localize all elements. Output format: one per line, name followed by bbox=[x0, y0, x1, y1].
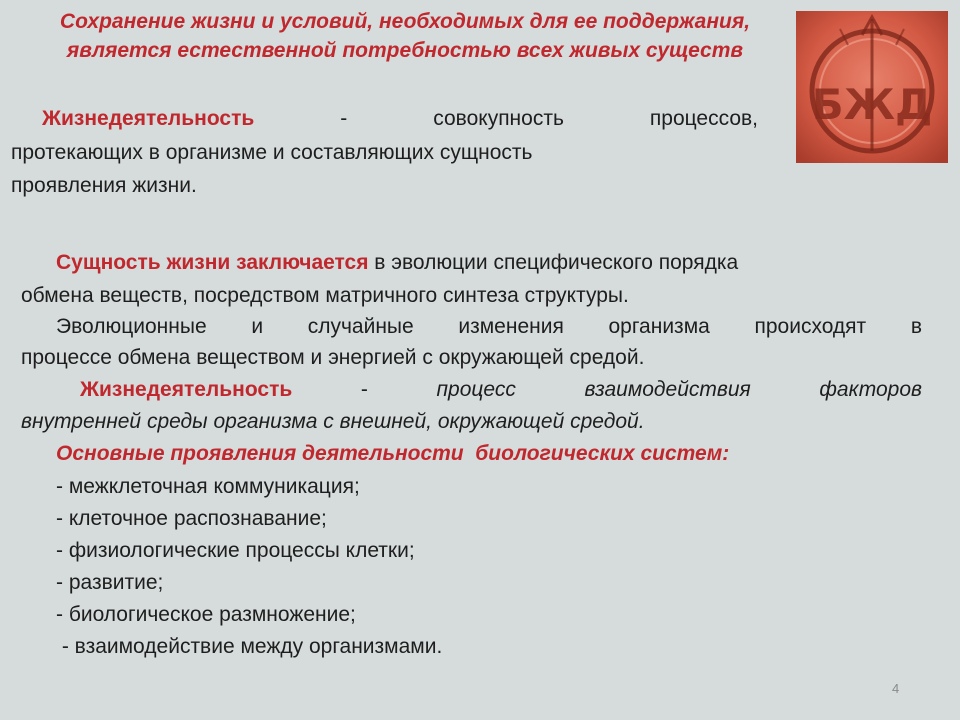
evolution-line1: Эволюционные и случайные изменения организма происходят в bbox=[56, 315, 922, 338]
definition2-line2: внутренней среды организма с внешней, окружающей средой. bbox=[21, 410, 645, 433]
definition1-word2: процессов, bbox=[649, 107, 758, 130]
slide-number: 4 bbox=[892, 681, 900, 696]
manifestation-item: - развитие; bbox=[56, 571, 164, 594]
definition1-term: Жизнедеятельность bbox=[42, 107, 255, 130]
essence-lead: Сущность жизни заключается bbox=[56, 251, 369, 274]
bzhd-logo bbox=[796, 11, 948, 163]
definition2-rest: процесс взаимодействия факторов bbox=[436, 378, 922, 401]
manifestation-item: - физиологические процессы клетки; bbox=[56, 539, 415, 562]
manifestation-item: - взаимодействие между организмами. bbox=[56, 635, 443, 658]
slide-title: Сохранение жизни и условий, необходимых для ее поддержания, является естественной потребностью всех живых существ bbox=[59, 10, 751, 62]
evolution-line2: процессе обмена веществом и энергией с окружающей средой. bbox=[21, 346, 645, 369]
manifestations-heading: Основные проявления деятельности биологических систем: bbox=[56, 442, 730, 465]
definition2-term: Жизнедеятельность bbox=[80, 378, 293, 401]
definition1-word1: совокупность bbox=[433, 107, 564, 130]
definition1-line1 bbox=[42, 107, 758, 131]
manifestation-item: - клеточное распознавание; bbox=[56, 507, 327, 530]
svg-text:БЖД: БЖД bbox=[811, 80, 933, 129]
definition1-line2: протекающих в организме и составляющих сущность bbox=[11, 141, 533, 164]
definition2-line1 bbox=[80, 378, 922, 402]
manifestation-item: - биологическое размножение; bbox=[56, 603, 356, 626]
definition1-line3: проявления жизни. bbox=[11, 174, 197, 197]
essence-line1-rest: в эволюции специфического порядка bbox=[368, 251, 739, 274]
manifestation-item: - межклеточная коммуникация; bbox=[56, 475, 360, 498]
essence-line2: обмена веществ, посредством матричного синтеза структуры. bbox=[21, 284, 629, 307]
definition2-dash: - bbox=[360, 378, 368, 401]
definition1-dash: - bbox=[340, 107, 348, 130]
essence-line1 bbox=[56, 251, 738, 275]
